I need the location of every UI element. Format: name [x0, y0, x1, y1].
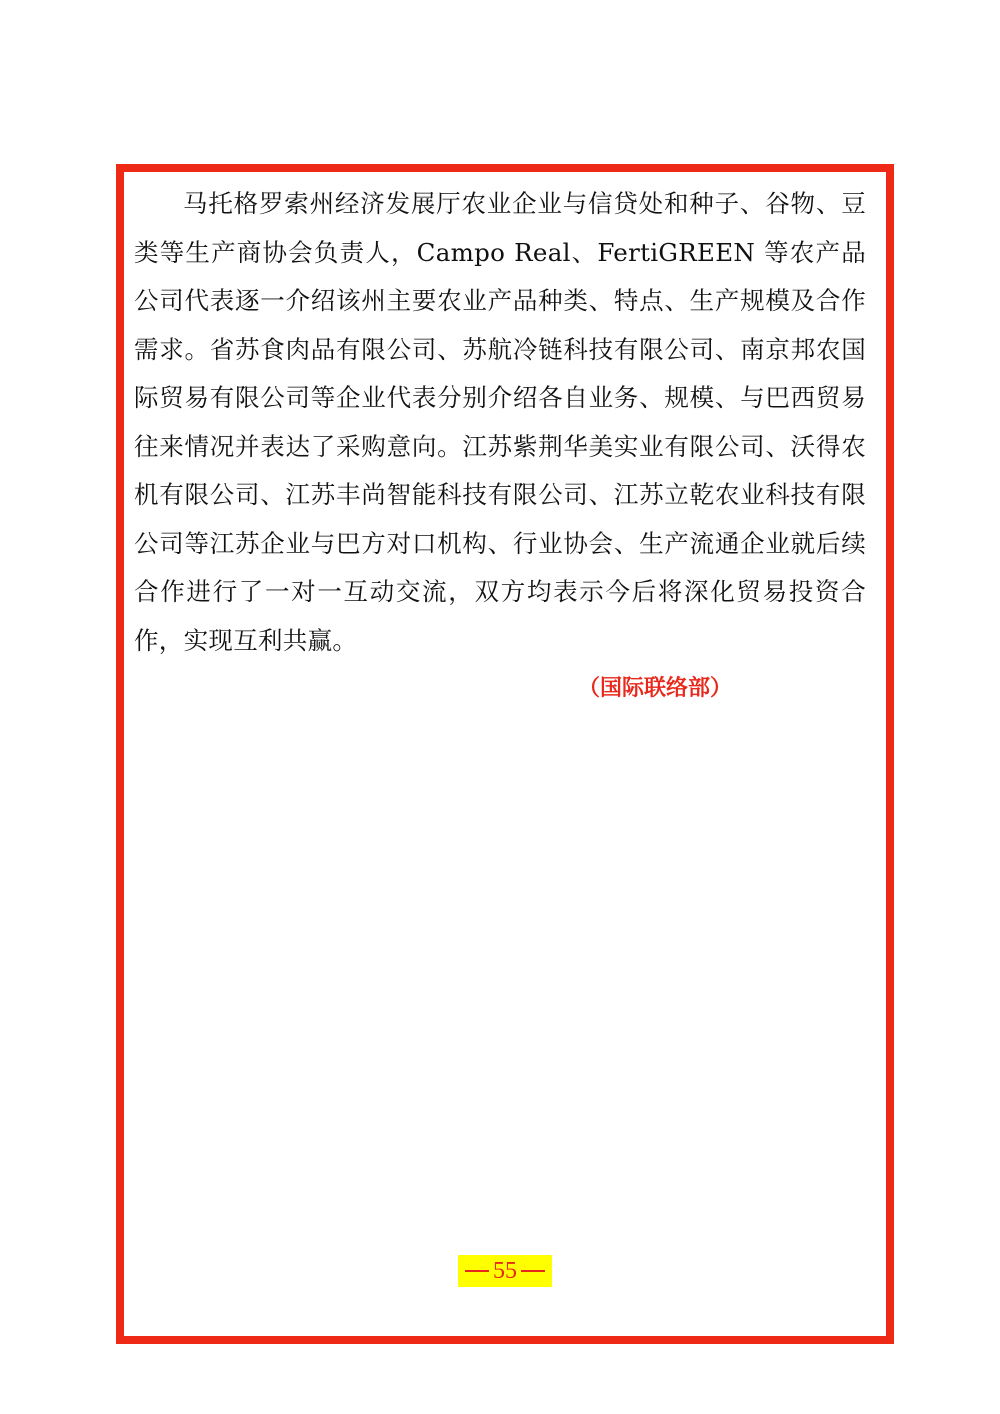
- page-number-left-dash: [465, 1270, 489, 1272]
- page-number: 55: [493, 1257, 517, 1284]
- body-paragraph: 马托格罗索州经济发展厅农业企业与信贷处和种子、谷物、豆类等生产商协会负责人，Campo Real、FertiGREEN 等农产品公司代表逐一介绍该州主要农业产品种类、特点、生产规模及合作需求。省苏食肉品有限公司、苏航冷链科技有限公司、南京邦农国际贸易有限公司等企业代表分别介绍各自业务、规模、与巴西贸易往来情况并表达了采购意向。江苏紫荆华美实业有限公司、沃得农机有限公司、江苏丰尚智能科技有限公司、江苏立乾农业科技有限公司等江苏企业与巴方对口机构、行业协会、生产流通企业就后续合作进行了一对一互动交流，双方均表示今后将深化贸易投资合作，实现互利共赢。: [134, 189, 866, 655]
- page-number-badge: [458, 1255, 552, 1287]
- page-number-right-dash: [521, 1270, 545, 1272]
- department-signature: （国际联络部）: [578, 675, 733, 701]
